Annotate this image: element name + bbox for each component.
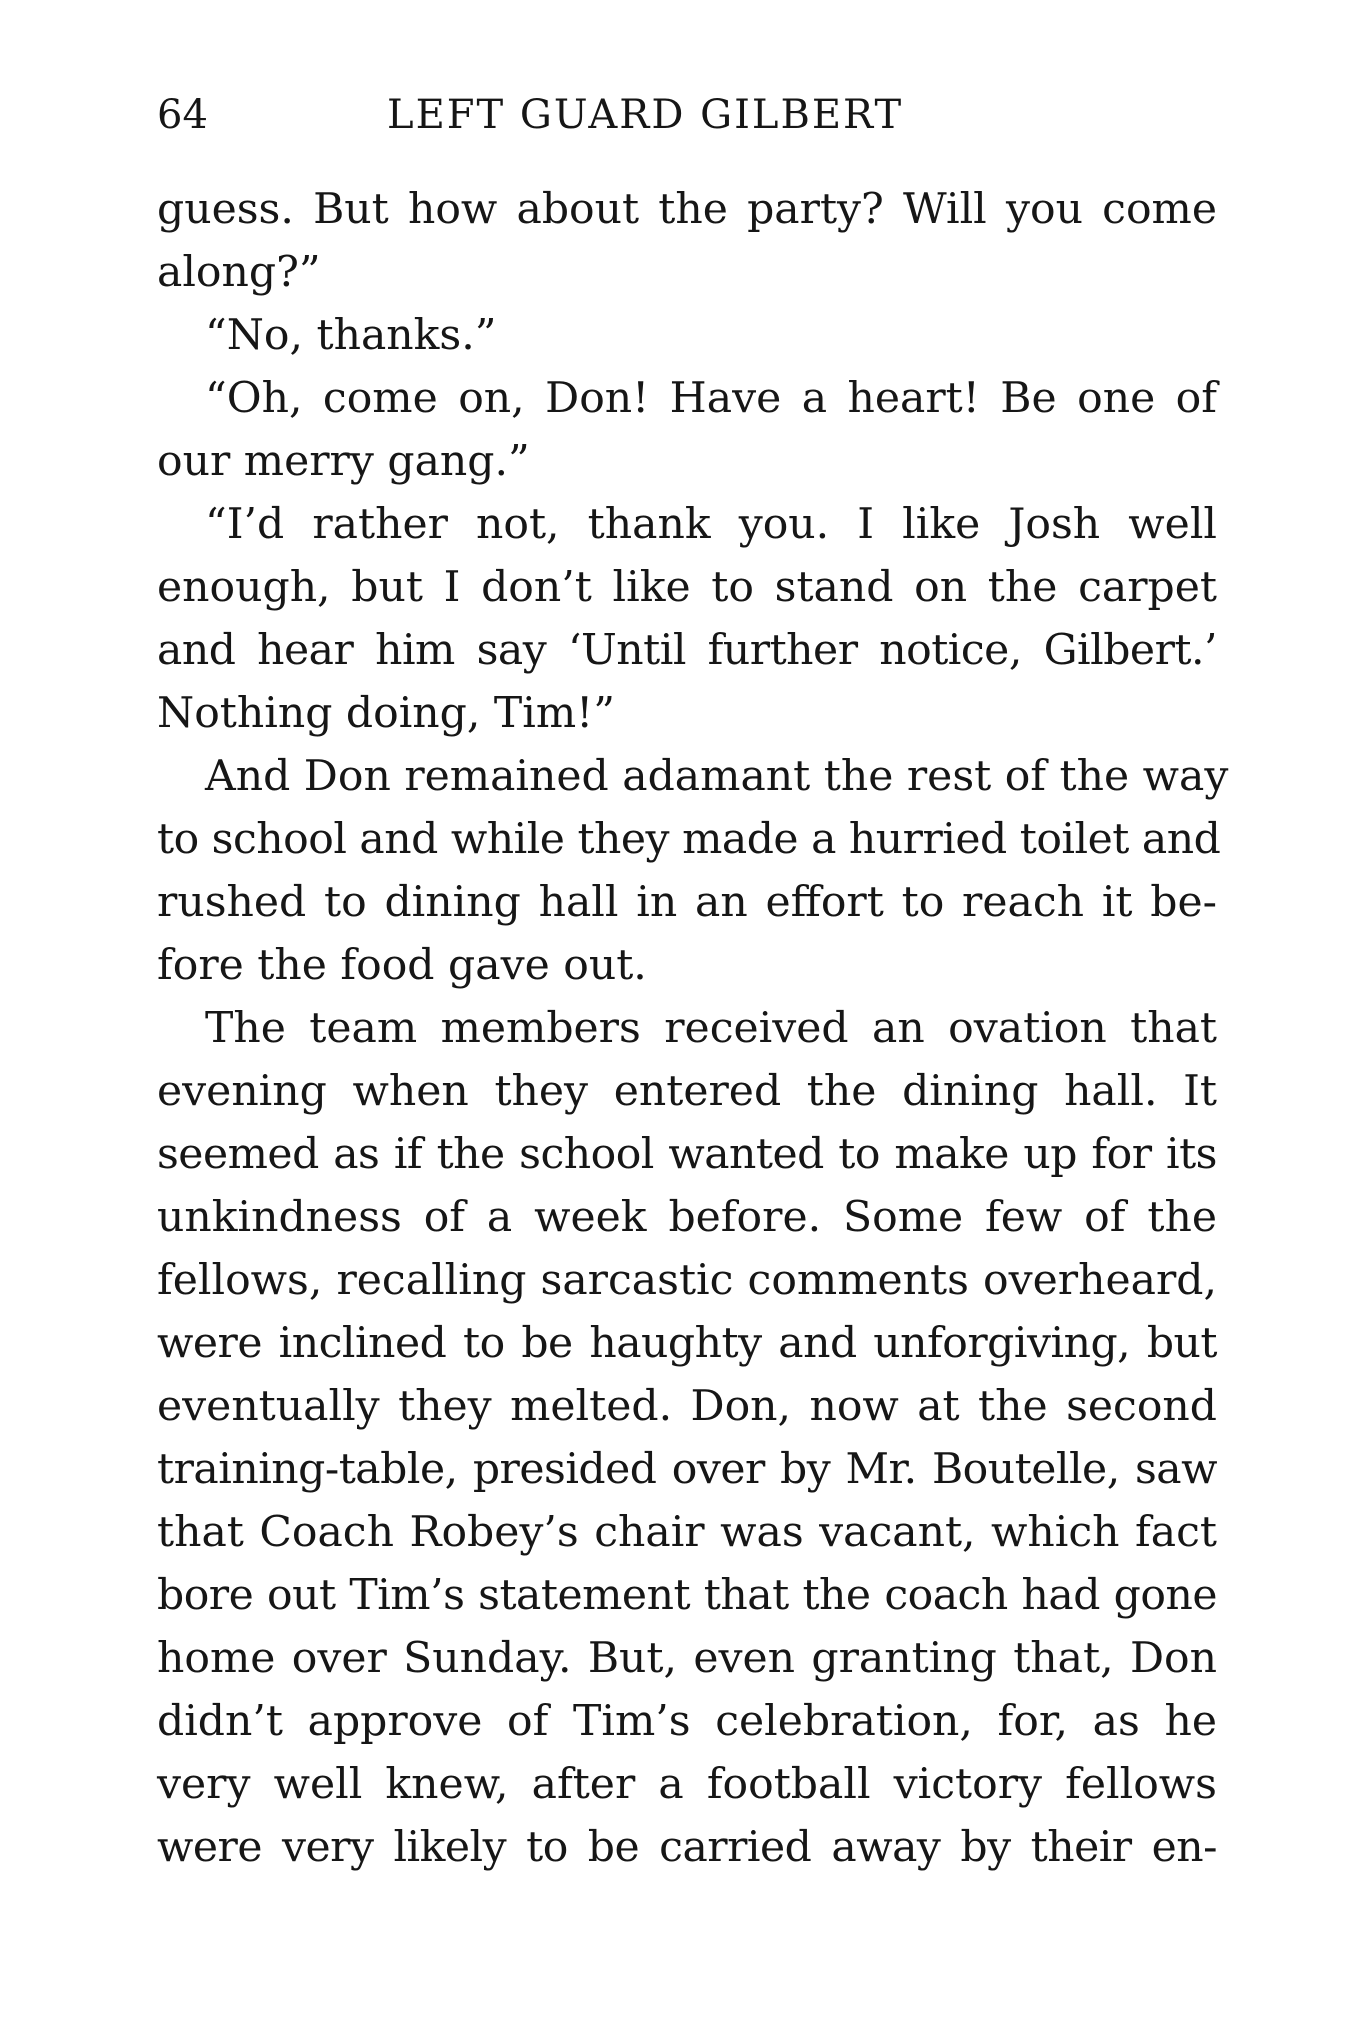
text-line: And Don remained adamant the rest of the way [205,752,1229,801]
text-line: enough, but I don’t like to stand on the carpet [157,563,1217,612]
text-line: evening when they entered the dining hall. It [157,1067,1217,1116]
text-line: our merry gang.” [157,437,530,486]
running-title: LEFT GUARD GILBERT [387,92,904,138]
text-line: Nothing doing, Tim!” [157,689,615,738]
text-line: “Oh, come on, Don! Have a heart! Be one of [205,374,1217,423]
text-line: fellows, recalling sarcastic comments overheard, [157,1256,1217,1305]
text-line: home over Sunday. But, even granting that, Don [157,1634,1217,1683]
text-line: seemed as if the school wanted to make up for its [157,1130,1217,1179]
text-line: “No, thanks.” [205,311,497,360]
text-line: training-table, presided over by Mr. Boutelle, saw [157,1445,1217,1494]
running-header [157,92,1217,152]
text-line: and hear him say ‘Until further notice, Gilbert.’ [157,626,1217,675]
text-line: unkindness of a week before. Some few of the [157,1193,1217,1242]
text-line: eventually they melted. Don, now at the second [157,1382,1217,1431]
page-number: 64 [157,92,208,138]
text-line: didn’t approve of Tim’s celebration, for, as he [157,1697,1217,1746]
text-line: rushed to dining hall in an effort to reach it be- [157,878,1217,927]
text-line: “I’d rather not, thank you. I like Josh well [205,500,1217,549]
body-text [157,178,1229,1879]
text-line: were inclined to be haughty and unforgiving, but [157,1319,1217,1368]
text-line: guess. But how about the party? Will you come [157,185,1217,234]
text-line: bore out Tim’s statement that the coach had gone [157,1571,1217,1620]
text-line: fore the food gave out. [157,941,647,990]
text-line: that Coach Robey’s chair was vacant, which fact [157,1508,1217,1557]
text-line: were very likely to be carried away by their en- [157,1823,1217,1872]
text-line: The team members received an ovation that [205,1004,1217,1053]
text-line: very well knew, after a football victory fellows [157,1760,1217,1809]
text-line: to school and while they made a hurried toilet and [157,815,1221,864]
text-line: along?” [157,248,321,297]
